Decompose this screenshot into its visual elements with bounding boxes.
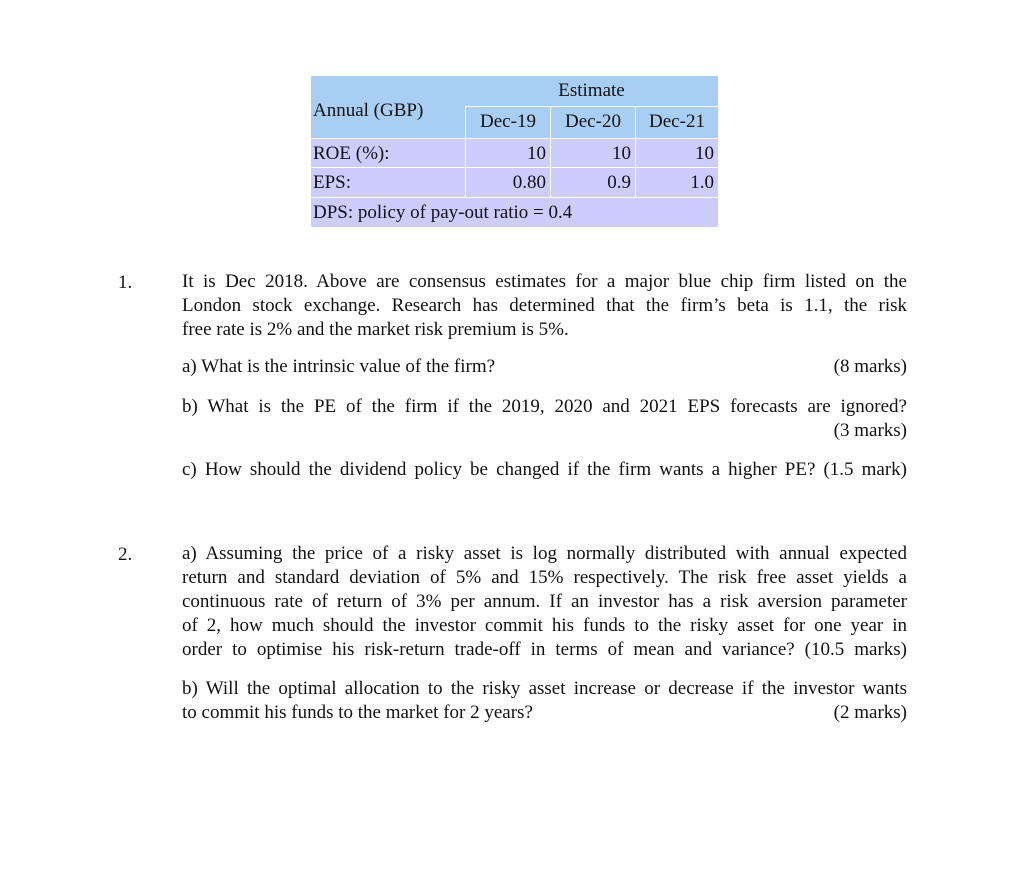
row-eps-label: EPS: [311,168,465,197]
estimates-table [311,76,718,227]
question-2b-marks: (2 marks) [833,702,907,723]
roe-dec-20: 10 [551,139,635,167]
question-1b-marks: (3 marks) [833,420,907,441]
col-dec-19: Dec-19 [466,107,550,138]
question-2a-line: of 2, how much should the investor commit his funds to the risky asset for one year in [182,615,907,636]
col-dec-20: Dec-20 [551,107,635,138]
question-1c-text: c) How should the dividend policy be changed if the firm wants a higher PE? (1.5 mark) [182,459,907,480]
question-1c [182,458,907,482]
row-roe-label: ROE (%): [311,139,465,167]
row-dps-note: DPS: policy of pay-out ratio = 0.4 [311,198,718,227]
eps-dec-20: 0.9 [551,168,635,197]
annual-gbp-header: Annual (GBP) [313,100,424,121]
question-2a-line: a) Assuming the price of a risky asset is log normally distributed with annual expected [182,543,907,564]
question-2a [182,542,907,662]
question-1b-text: b) What is the PE of the firm if the 2019, 2020 and 2021 EPS forecasts are ignored? [182,396,907,417]
col-dec-21: Dec-21 [636,107,718,138]
question-2-number: 2. [118,544,133,565]
question-1b [182,395,907,443]
question-1-number: 1. [118,272,133,293]
question-1a-text: a) What is the intrinsic value of the firm? [182,356,496,377]
question-2a-line: continuous rate of return of 3% per annum. If an investor has a risk aversion parameter [182,591,907,612]
roe-dec-21: 10 [636,139,718,167]
question-2b-last-line: to commit his funds to the market for 2 years? [182,702,533,723]
question-1-intro [182,270,907,342]
roe-dec-19: 10 [466,139,550,167]
eps-dec-21: 1.0 [636,168,718,197]
question-2b-line: b) Will the optimal allocation to the risky asset increase or decrease if the investor wants [182,678,907,699]
eps-dec-19: 0.80 [466,168,550,197]
question-2b [182,677,907,725]
estimate-header: Estimate [465,76,718,106]
question-1-line: free rate is 2% and the market risk premium is 5%. [182,319,569,340]
question-1-line: London stock exchange. Research has determined that the firm’s beta is 1.1, the risk [182,295,907,316]
question-2a-line: return and standard deviation of 5% and 15% respectively. The risk free asset yields a [182,567,907,588]
question-1a-marks: (8 marks) [833,356,907,377]
question-1a [182,355,907,379]
question-1-line: It is Dec 2018. Above are consensus estimates for a major blue chip firm listed on the [182,271,907,292]
question-2a-line: order to optimise his risk-return trade-off in terms of mean and variance? (10.5 marks) [182,639,907,660]
